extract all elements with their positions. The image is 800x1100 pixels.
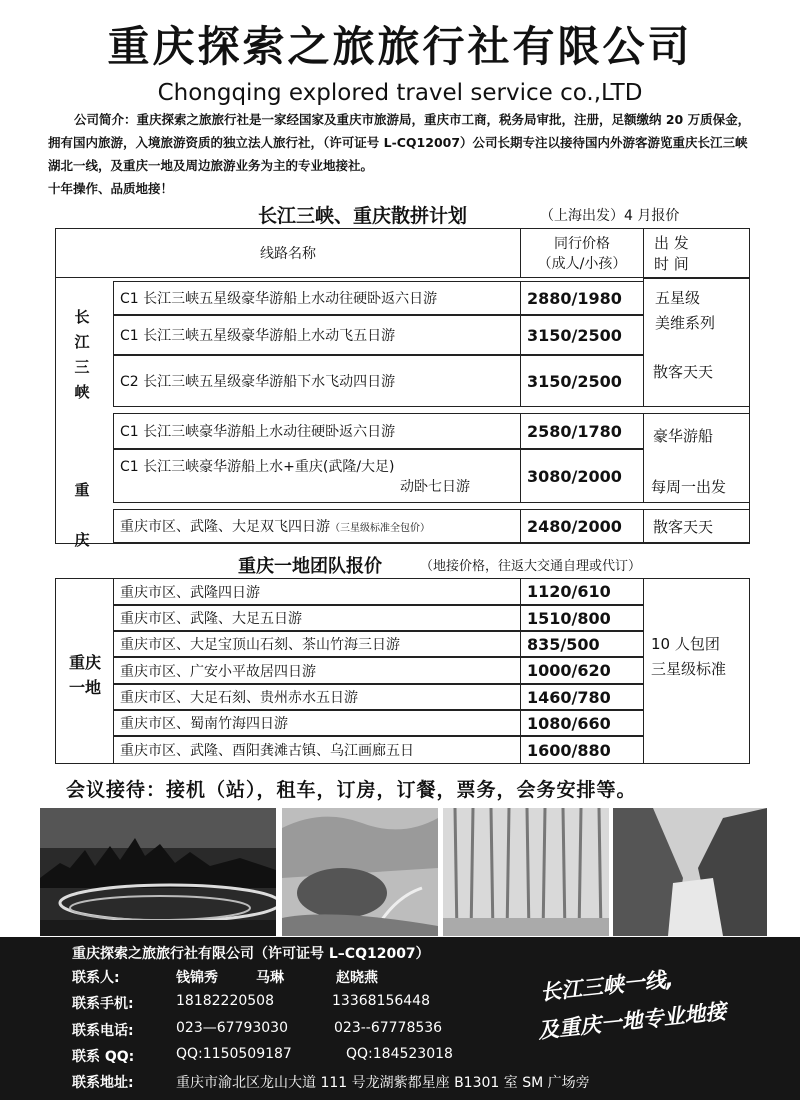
photo-mountain-canyon	[282, 808, 438, 936]
contact-qq: QQ:184523018	[346, 1046, 453, 1062]
contact-address: 重庆市渝北区龙山大道 111 号龙湖紫都星座 B1301 室 SM 广场旁	[176, 1075, 590, 1091]
plan-row-price: 3150/2500	[520, 355, 644, 407]
local-row-price: 1510/800	[520, 605, 644, 631]
note-3star: 三星级标准	[651, 660, 727, 678]
plan-title: 长江三峡、重庆散拼计划	[258, 205, 468, 227]
contact-phone: 023--67778536	[334, 1020, 443, 1036]
plan-row-price: 2480/2000	[520, 509, 644, 543]
local-row-route: 重庆市区、广安小平故居四日游	[113, 657, 521, 684]
label-local: 重庆 一地	[68, 653, 101, 697]
plan-row-price: 3150/2500	[520, 315, 644, 355]
local-row-route: 重庆市区、大足宝顶山石刻、茶山竹海三日游	[113, 631, 521, 657]
photo-three-gorges	[613, 808, 767, 936]
note-luxury: 豪华游船	[653, 427, 714, 445]
contact-mobile: 13368156448	[332, 993, 430, 1009]
header-time: 出 发 时 间	[643, 228, 750, 278]
local-row-route: 重庆市区、武隆、酉阳龚滩古镇、乌江画廊五日	[113, 736, 521, 764]
footer-phone-label: 联系电话:	[72, 1023, 134, 1039]
plan-row-route: 重庆市区、武隆、大足双飞四日游 （三星级标准全包价）	[113, 509, 521, 543]
company-subtitle: Chongqing explored travel service co.,LTD	[157, 80, 643, 106]
footer-mobile-label: 联系手机:	[72, 996, 134, 1012]
contact-person: 马琳	[256, 970, 284, 986]
intro-tagline: 十年操作、品质地接！	[48, 181, 174, 196]
note-daily: 散客天天	[653, 363, 714, 381]
local-title-note: （地接价格，往返大交通自理或代订）	[420, 559, 642, 574]
note-meiwei: 美维系列	[655, 314, 716, 332]
photo-bamboo-forest	[443, 808, 609, 936]
note-daily: 散客天天	[653, 518, 714, 536]
intro-text: 公司简介：重庆探索之旅旅行社是一家经国家及重庆市旅游局，重庆市工商，税务局审批，注册，足额缴纳 20 万质保金，拥有国内旅游，入境旅游资质的独立法人旅行社，（许可证号 L-CQ12007）公司长期专注以接待国内外游客游览重庆长江三峡湖北一线，及重庆一地及周边旅游业务为主的专业地接社。	[48, 112, 751, 173]
plan-row-route: C2 长江三峡五星级豪华游船下水飞动四日游	[113, 355, 521, 407]
footer-people-label: 联系人:	[72, 970, 120, 986]
contact-person: 钱锦秀	[176, 970, 218, 986]
footer-company: 重庆探索之旅旅行社有限公司（许可证号 L–CQ12007）	[72, 946, 430, 962]
slogan-line-1: 长江三峡一线,	[538, 967, 675, 1005]
header-price: 同行价格 （成人/小孩）	[520, 228, 644, 278]
label-sanxia: 长 江 三 峡	[74, 308, 90, 401]
contact-mobile: 18182220508	[176, 993, 274, 1009]
contact-person: 赵晓燕	[336, 970, 378, 986]
company-intro	[48, 108, 753, 200]
contact-qq: QQ:1150509187	[176, 1046, 292, 1062]
note-5star: 五星级	[655, 289, 701, 307]
local-row-route: 重庆市区、武隆四日游	[113, 578, 521, 605]
local-row-price: 835/500	[520, 631, 644, 657]
local-row-route: 重庆市区、蜀南竹海四日游	[113, 710, 521, 736]
plan-row-route: C1 长江三峡五星级豪华游船上水动飞五日游	[113, 315, 521, 355]
plan-row-route: C1 长江三峡豪华游船上水动往硬卧返六日游	[113, 413, 521, 449]
footer-qq-label: 联系 QQ:	[72, 1049, 135, 1065]
plan-row-route: C1 长江三峡豪华游船上水+重庆(武隆/大足) 动卧七日游	[113, 449, 521, 503]
label-chongqing: 重 庆	[74, 481, 90, 549]
contact-footer	[0, 937, 800, 1100]
local-title: 重庆一地团队报价	[238, 556, 382, 577]
local-row-price: 1600/880	[520, 736, 644, 764]
note-weekly: 每周一出发	[651, 478, 727, 496]
plan-row-price: 2880/1980	[520, 281, 644, 315]
note-10-people: 10 人包团	[651, 635, 720, 653]
plan-meta: （上海出发）4 月报价	[540, 208, 680, 224]
contact-phone: 023—67793030	[176, 1020, 288, 1036]
company-title: 重庆探索之旅旅行社有限公司	[107, 22, 693, 71]
meeting-services: 会议接待：接机（站），租车，订房，订餐，票务，会务安排等。	[66, 779, 637, 801]
local-row-route: 重庆市区、武隆、大足五日游	[113, 605, 521, 631]
photo-city-night	[40, 808, 276, 936]
local-row-price: 1120/610	[520, 578, 644, 605]
slogan-line-2: 及重庆一地专业地接	[536, 999, 728, 1043]
local-row-price: 1460/780	[520, 684, 644, 710]
header-route: 线路名称	[55, 228, 521, 278]
footer-address-label: 联系地址:	[72, 1075, 134, 1091]
plan-row-price: 3080/2000	[520, 449, 644, 503]
plan-row-price: 2580/1780	[520, 413, 644, 449]
local-row-route: 重庆市区、大足石刻、贵州赤水五日游	[113, 684, 521, 710]
local-row-price: 1080/660	[520, 710, 644, 736]
plan-row-route: C1 长江三峡五星级豪华游船上水动往硬卧返六日游	[113, 281, 521, 315]
local-row-price: 1000/620	[520, 657, 644, 684]
